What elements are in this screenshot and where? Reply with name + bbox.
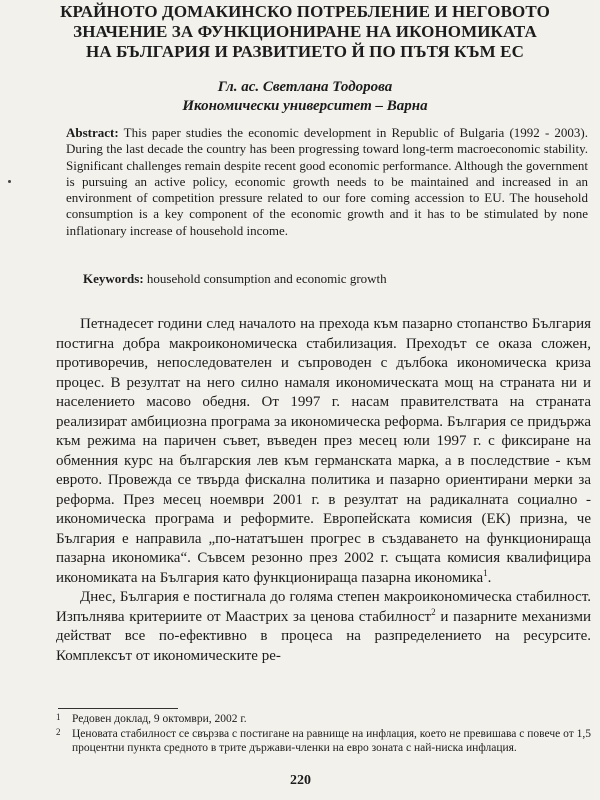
- margin-dot: [8, 180, 11, 183]
- title-line-3: НА БЪЛГАРИЯ И РАЗВИТИЕТО Й ПО ПЪТЯ КЪМ ЕС: [86, 42, 524, 61]
- author-name: Гл. ас. Светлана Тодорова: [217, 79, 393, 95]
- body-text: [56, 315, 591, 666]
- paragraph-1-text: Петнадесет години след началото на прехода към пазарно стопанство България постигна добра макроикономическа стабилизация. Преходът се оказа сложен, противоречив, непоследователен и съпроводен с дълбока икономическа криза процес. В резултат на него силно намаля икономическата мощ на страната ни и населението масово обедня. От 1997 г. насам правителствата на страната реализират амбициозна програма за икономическа реформа. България се придържа към режима на паричен съвет, въведен през месец юли 1997 г. с фиксиране на обменния курс на българския лев към германската марка, а в последствие - към еврото. Провежда се твърда фискална политика и пазарно ориентирани мерки за реформа. През месец ноември 2001 г. в резултат на радикалната социално - икономическа програма и реформите. Европейската комисия (ЕК) призна, че България е направила „по-нататъшен прогрес в създаването на функционираща пазарна икономика“. Съвсем резонно през 2002 г. същата комисия квалифицира икономиката на България като функционираща пазарна икономика: [56, 316, 591, 586]
- paragraph-2-text-a: Днес, България е постигнала до голяма степен макроикономическа стабилност. Изпълнява критериите от Маастрих за ценова стабилност: [56, 589, 591, 625]
- footnote-ref-2[interactable]: 2: [431, 606, 436, 617]
- footnote-1: [56, 712, 591, 727]
- paragraph-2: [56, 588, 591, 666]
- keywords-text: household consumption and economic growth: [143, 271, 387, 286]
- abstract-text: This paper studies the economic development in Republic of Bulgaria (1992 - 2003). During the last decade the country has been progressing toward long-term macroeconomic stability. Significant challenges remain despite recent good economic performance. Although the government is pursuing an active policy, economic growth needs to be maintained and increased in an environment of competition pressure related to our fore coming accession to EU. The household consumption is a key component of the economic growth and it has to be stimulated by none inflationary increase of household income.: [66, 125, 588, 238]
- footnotes: [56, 712, 591, 756]
- page-number: 220: [290, 773, 311, 788]
- footnote-1-mark: 1: [56, 712, 61, 722]
- author-block: [40, 78, 570, 116]
- footnote-1-text: Редовен доклад, 9 октомври, 2002 г.: [72, 713, 247, 725]
- footnote-divider: [58, 708, 178, 709]
- abstract-label: Abstract:: [66, 125, 119, 140]
- author-affiliation: Икономически университет – Варна: [182, 98, 428, 114]
- keywords: [83, 271, 583, 287]
- paper-title: [40, 2, 570, 62]
- paragraph-2-text-b: и пазарните механизми действат все по-ефективно в процеса на разпределението на ресурсите. Комплексът от икономическите ре-: [56, 608, 592, 664]
- abstract: [66, 125, 588, 239]
- footnote-2-text: Ценовата стабилност се свързва с постигане на равнище на инфлация, което не превишава с повече от 1,5 процентни пункта средното в трите държави-членки на евро зоната с най-ниска инфлация.: [72, 727, 591, 754]
- footnote-2: [56, 727, 591, 756]
- keywords-label: Keywords:: [83, 271, 144, 286]
- footnote-ref-1[interactable]: 1: [483, 567, 488, 578]
- title-line-2: ЗНАЧЕНИЕ ЗА ФУНКЦИОНИРАНЕ НА ИКОНОМИКАТА: [73, 22, 537, 41]
- paragraph-1: [56, 315, 591, 588]
- footnote-2-mark: 2: [56, 726, 61, 737]
- paragraph-1-end: .: [487, 569, 492, 586]
- title-line-1: КРАЙНОТО ДОМАКИНСКО ПОТРЕБЛЕНИЕ И НЕГОВОТО: [60, 2, 550, 21]
